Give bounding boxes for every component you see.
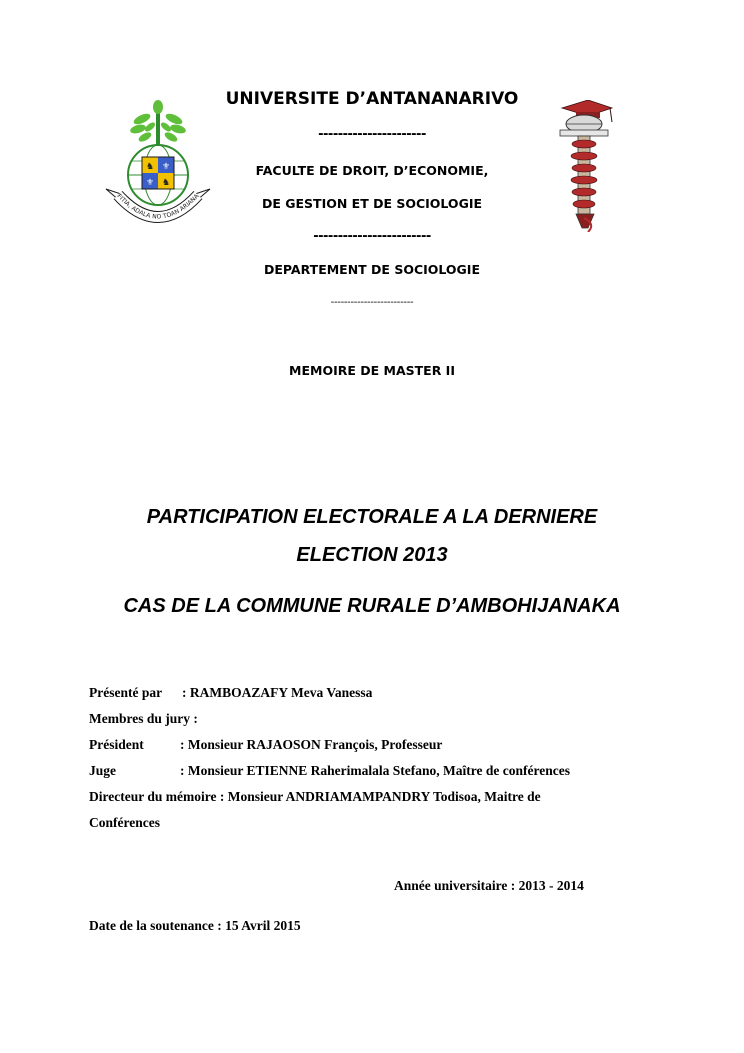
president-name: : Monsieur RAJAOSON François, Professeur [180, 737, 443, 752]
svg-text:♞: ♞ [145, 162, 155, 172]
judge-line [89, 763, 570, 779]
thesis-subtitle: CAS DE LA COMMUNE RURALE D’AMBOHIJANAKA [123, 595, 621, 617]
director-line: Directeur du mémoire : Monsieur ANDRIAMAMPANDRY Todisoa, Maitre de [89, 789, 541, 804]
document-type: MEMOIRE DE MASTER II [289, 363, 455, 378]
presenter-line [89, 685, 372, 701]
university-name: UNIVERSITE D’ANTANANARIVO [225, 89, 519, 109]
judge-name: : Monsieur ETIENNE Raherimalala Stefano, Maître de conférences [180, 763, 570, 778]
svg-text:FITIA, ADALA NO TOAN ARIANA: FITIA, ADALA NO TOAN ARIANA [115, 192, 201, 221]
jury-label: Membres du jury : [89, 711, 198, 726]
president-label: Président [89, 737, 144, 752]
svg-text:⚜: ⚜ [145, 178, 155, 188]
director-line-cont: Conférences [89, 815, 160, 830]
thesis-title-line1: PARTICIPATION ELECTORALE A LA DERNIERE [146, 506, 598, 528]
svg-text:♞: ♞ [161, 178, 171, 188]
separator-line: ---------------------- [318, 127, 426, 142]
faculty-name-line2: DE GESTION ET DE SOCIOLOGIE [261, 196, 483, 211]
department-name: DEPARTEMENT DE SOCIOLOGIE [264, 262, 480, 277]
separator-line: ------------------------- [330, 297, 414, 308]
presenter-label: Présenté par [89, 685, 163, 700]
faculty-name-line1: FACULTE DE DROIT, D’ECONOMIE, [255, 163, 489, 178]
academic-year: Année universitaire : 2013 - 2014 [394, 878, 584, 893]
judge-label: Juge [89, 763, 116, 778]
defense-date: Date de la soutenance : 15 Avril 2015 [89, 918, 301, 933]
president-line [89, 737, 442, 753]
thesis-title-line2: ELECTION 2013 [296, 544, 448, 566]
presenter-name: : RAMBOAZAFY Meva Vanessa [182, 685, 373, 700]
svg-text:⚜: ⚜ [161, 162, 171, 172]
separator-line: ------------------------ [313, 229, 431, 244]
